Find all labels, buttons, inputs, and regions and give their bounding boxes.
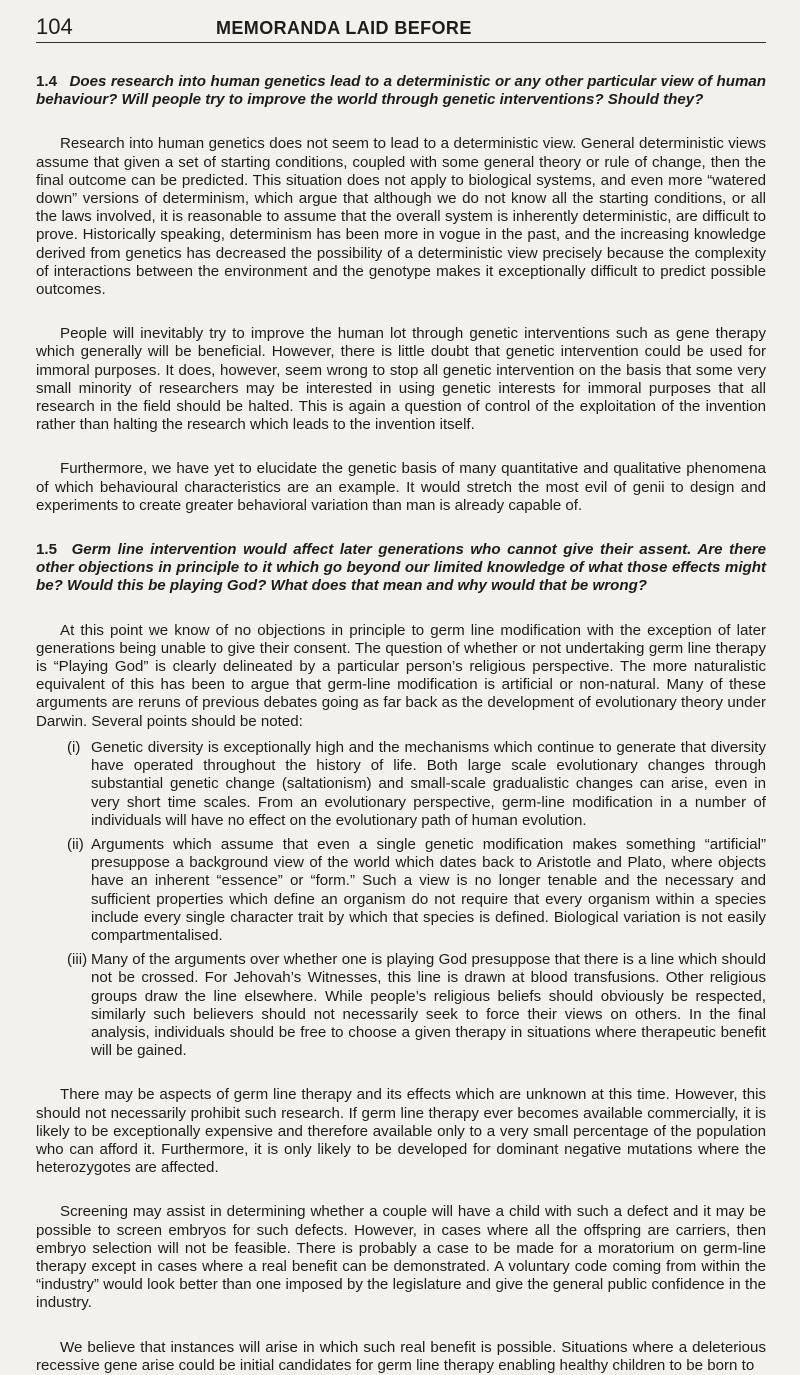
list-item-text: Genetic diversity is exceptionally high and the mechanisms which continue to generate that diversity have operated throughout the history of life. Both large scale evolutionary changes through substantial genetic change (saltationism) and small-scale gradualistic changes can arise, even in very short time scales. From an evolutionary perspective, germ-line modification in a number of individuals will have no effect on the evolutionary path of human evolution.: [91, 738, 766, 829]
list-item-text: Many of the arguments over whether one is playing God presuppose that there is a line which should not be crossed. For Jehovah’s Witnesses, this line is drawn at blood transfusions. Other religious groups draw the line elsewhere. While people’s religious beliefs should obviously be respected, similarly such believers should not necessarily seek to force their views on others. In the final analysis, individuals should be free to choose a given therapy in situations where therapeutic benefit will be gained.: [91, 951, 766, 1060]
list-item: [67, 738, 766, 830]
page-number: 104: [36, 14, 73, 39]
list-item: [67, 951, 766, 1060]
list-marker: (ii): [67, 835, 84, 853]
page-body: [36, 43, 766, 1375]
question-text: Does research into human genetics lead to a deterministic or any other particular view of human behaviour? Will people try to improve the world through genetic interventions? Should they?: [36, 73, 766, 109]
paragraph: We believe that instances will arise in which such real benefit is possible. Situations where a deleterious recessive gene arise could be initial candidates for germ line therapy enabling healthy children to be born to: [36, 1338, 766, 1374]
list-item: [67, 835, 766, 945]
section-number: 1.5: [36, 541, 57, 559]
list-marker: (i): [67, 738, 81, 756]
list-marker: (iii): [67, 951, 88, 969]
paragraph: At this point we know of no objections in principle to germ line modification with the exception of later generations being unable to give their consent. The question of whether or not undertaking germ line therapy is “Playing God” is clearly delineated by a particular person’s religious perspective. The more naturalistic equivalent of this has been to argue that germ-line modification is artificial or non-natural. Many of these arguments are reruns of previous debates going as far back as the development of evolutionary theory under Darwin. Several points should be noted:: [36, 621, 766, 730]
paragraph: There may be aspects of germ line therapy and its effects which are unknown at this time. However, this should not necessarily prohibit such research. If germ line therapy ever becomes available commercially, it is likely to be exceptionally expensive and therefore available only to a very small percentage of the population who can afford it. Furthermore, it is only likely to be developed for dominant negative mutations where the heterozygotes are affected.: [36, 1086, 766, 1177]
question-text: Germ line intervention would affect later generations who cannot give their assent. Are there other objections in principle to it which go beyond our limited knowledge of what those effects might be? Would this be playing God? What does that mean and why would that be wrong?: [36, 541, 766, 595]
question-1-5: [36, 541, 766, 596]
paragraph: Research into human genetics does not seem to lead to a deterministic view. General deterministic views assume that given a set of starting conditions, coupled with some general theory or rule of change, then the final outcome can be predicted. This situation does not apply to biological systems, and even more “watered down” versions of determinism, which argue that although we do not know all the starting conditions, or all the laws involved, it is reasonable to assume that the overall system is inherently deterministic, are difficult to prove. Historically speaking, determinism has been more in vogue in the past, and the increasing knowledge derived from genetics has decreased the possibility of a deterministic view precisely because the complexity of interactions between the environment and the genotype makes it exceptionally difficult to predict possible outcomes.: [36, 135, 766, 299]
running-header: [36, 0, 766, 39]
points-list: [36, 739, 766, 1060]
paragraph: Screening may assist in determining whether a couple will have a child with such a defect and it may be possible to screen embryos for such defects. However, in cases where all the offspring are carriers, then embryo selection will not be feasible. There is probably a case to be made for a moratorium on germ-line therapy except in cases where a real benefit can be demonstrated. A voluntary code coming from within the “industry” would look better than one imposed by the legislature and give the general public confidence in the industry.: [36, 1203, 766, 1312]
list-item-text: Arguments which assume that even a single genetic modification makes something “artificial” presuppose a background view of the world which dates back to Aristotle and Plato, where objects have an inherent “essence” or “form.” Such a view is no longer tenable and the necessary and sufficient properties which define an organism do not require that every organism within a species include every single character trait by which that species is defined. Biological variation is not easily compartmentalised.: [91, 835, 766, 944]
paragraph: People will inevitably try to improve the human lot through genetic interventions such as gene therapy which generally will be beneficial. However, there is little doubt that genetic intervention could be used for immoral purposes. It does, however, seem wrong to stop all genetic intervention on the basis that some very small minority of researchers may be interested in using genetic interests for immoral purposes that all research in the field should be halted. This is again a question of control of the exploitation of the invention rather than halting the research which leads to the invention itself.: [36, 325, 766, 434]
section-number: 1.4: [36, 73, 57, 90]
question-1-4: [36, 73, 766, 109]
paragraph: Furthermore, we have yet to elucidate the genetic basis of many quantitative and qualitative phenomena of which behavioural characteristics are an example. It would stretch the most evil of genii to design and experiments to create greater behavioral variation than man is already capable of.: [36, 460, 766, 514]
running-title: MEMORANDA LAID BEFORE: [216, 18, 472, 38]
